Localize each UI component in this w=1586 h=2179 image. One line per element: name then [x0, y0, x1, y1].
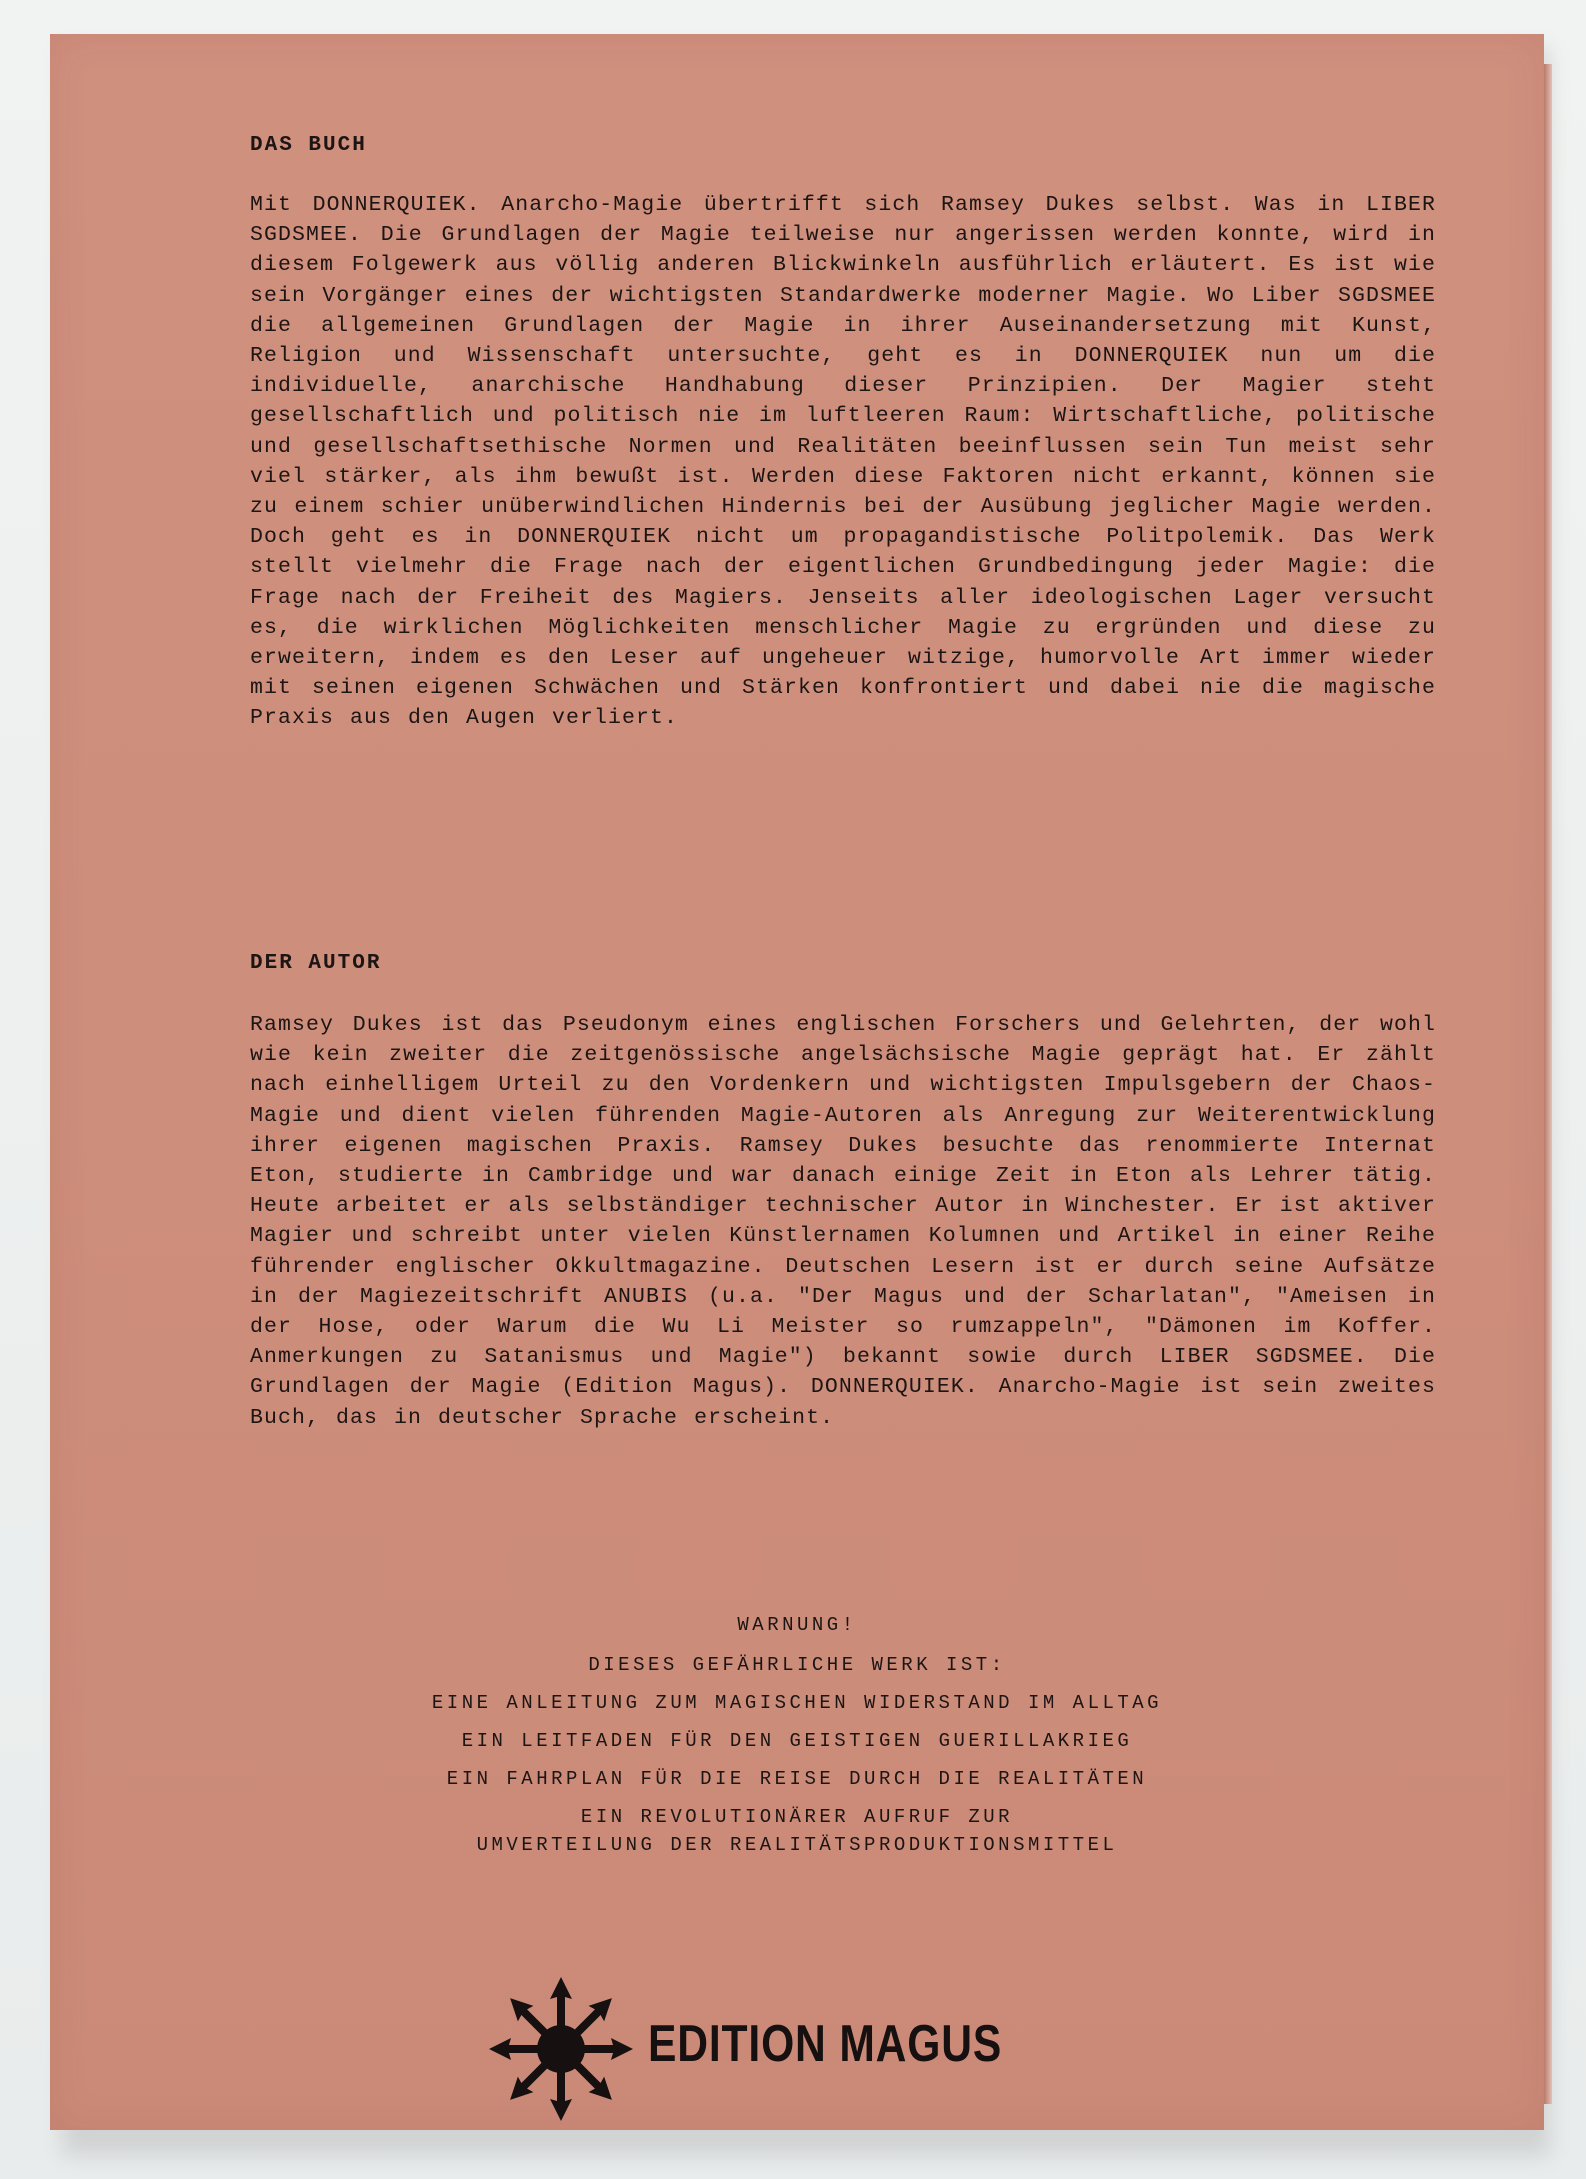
chaos-star-icon — [486, 1974, 636, 2124]
warning-item: UMVERTEILUNG DER REALITÄTSPRODUKTIONSMITTEL — [476, 1834, 1118, 1856]
star-ray — [502, 1990, 554, 2042]
star-ray — [489, 2038, 541, 2060]
book-back-cover — [50, 34, 1544, 2130]
star-ray — [567, 1990, 619, 2042]
publisher-name: EDITION MAGUS — [648, 2015, 1003, 2073]
author-description: Ramsey Dukes ist das Pseudonym eines englischen Forschers und Gelehrten, der wohl wie kein zweiter die zeitgenössische angelsächsische Magie geprägt hat. Er zählt nach einhelligem Urteil zu den Vordenkern und wichtigsten Impulsgebern der Chaos-Magie und dient vielen führenden Magie-Autoren als Anregung zur Weiterentwicklung ihrer eigenen magischen Praxis. Ramsey Dukes besuchte das renommierte Internat Eton, studierte in Cambridge und war danach einige Zeit in Eton als Lehrer tätig. Heute arbeitet er als selbständiger technischer Autor in Winchester. Er ist aktiver Magier und schreibt unter vielen Künstlernamen Kolumnen und Artikel in einer Reihe führender englischer Okkultmagazine. Deutschen Lesern ist er durch seine Aufsätze in der Magiezeitschrift ANUBIS (u.a. "Der Magus und der Scharlatan", "Ameisen in der Hose, oder Warum die Wu Li Meister so rumzappeln", "Dämonen im Koffer. Anmerkungen zu Satanismus und Magie") bekannt sowie durch LIBER SGDSMEE. Die Grundlagen der Magie (Edition Magus). DONNERQUIEK. Anarcho-Magie ist sein zweites Buch, das in deutscher Sprache erscheint. — [250, 1013, 1436, 1430]
warning-item: EINE ANLEITUNG ZUM MAGISCHEN WIDERSTAND IM ALLTAG — [431, 1692, 1163, 1714]
publisher-logo — [50, 1974, 1544, 2124]
book-section-heading: DAS BUCH — [250, 134, 367, 157]
warning-item: EIN REVOLUTIONÄRER AUFRUF ZUR — [580, 1806, 1014, 1828]
warning-item: EIN LEITFADEN FÜR DEN GEISTIGEN GUERILLAKRIEG — [461, 1730, 1133, 1752]
warning-item: EIN FAHRPLAN FÜR DIE REISE DURCH DIE REALITÄTEN — [446, 1768, 1148, 1790]
star-ray — [550, 1977, 572, 2029]
warning-block — [50, 1614, 1544, 1856]
warning-title: WARNUNG! — [737, 1614, 857, 1636]
star-ray — [567, 2055, 619, 2107]
warning-subtitle: DIESES GEFÄHRLICHE WERK IST: — [588, 1654, 1006, 1676]
star-ray — [581, 2038, 633, 2060]
author-section-heading: DER AUTOR — [250, 952, 382, 975]
book-description: Mit DONNERQUIEK. Anarcho-Magie übertrifft sich Ramsey Dukes selbst. Was in LIBER SGDSMEE. Die Grundlagen der Magie teilweise nur angerissen werden konnte, wird in diesem Folgewerk aus völlig anderen Blickwinkeln ausführlich erläutert. Es ist wie sein Vorgänger eines der wichtigsten Standardwerke moderner Magie. Wo Liber SGDSMEE die allgemeinen Grundlagen der Magie in ihrer Auseinandersetzung mit Kunst, Religion und Wissenschaft untersuchte, geht es in DONNERQUIEK nun um die individuelle, anarchische Handhabung dieser Prinzipien. Der Magier steht gesellschaftlich und politisch nie im luftleeren Raum: Wirtschaftliche, politische und gesellschaftsethische Normen und Realitäten beeinflussen sein Tun meist sehr viel stärker, als ihm bewußt ist. Werden diese Faktoren nicht erkannt, können sie zu einem schier unüberwindlichen Hindernis bei der Ausübung jeglicher Magie werden. Doch geht es in DONNERQUIEK nicht um propagandistische Politpolemik. Das Werk stellt vielmehr die Frage nach der eigentlichen Grundbedingung jeder Magie: die Frage nach der Freiheit des Magiers. Jenseits aller ideologischen Lager versucht es, die wirklichen Möglichkeiten menschlicher Magie zu ergründen und diese zu erweitern, indem es den Leser auf ungeheuer witzige, humorvolle Art immer wieder mit seinen eigenen Schwächen und Stärken konfrontiert und dabei nie die magische Praxis aus den Augen verliert. — [250, 193, 1436, 731]
star-ray — [502, 2055, 554, 2107]
star-ray — [550, 2069, 572, 2121]
